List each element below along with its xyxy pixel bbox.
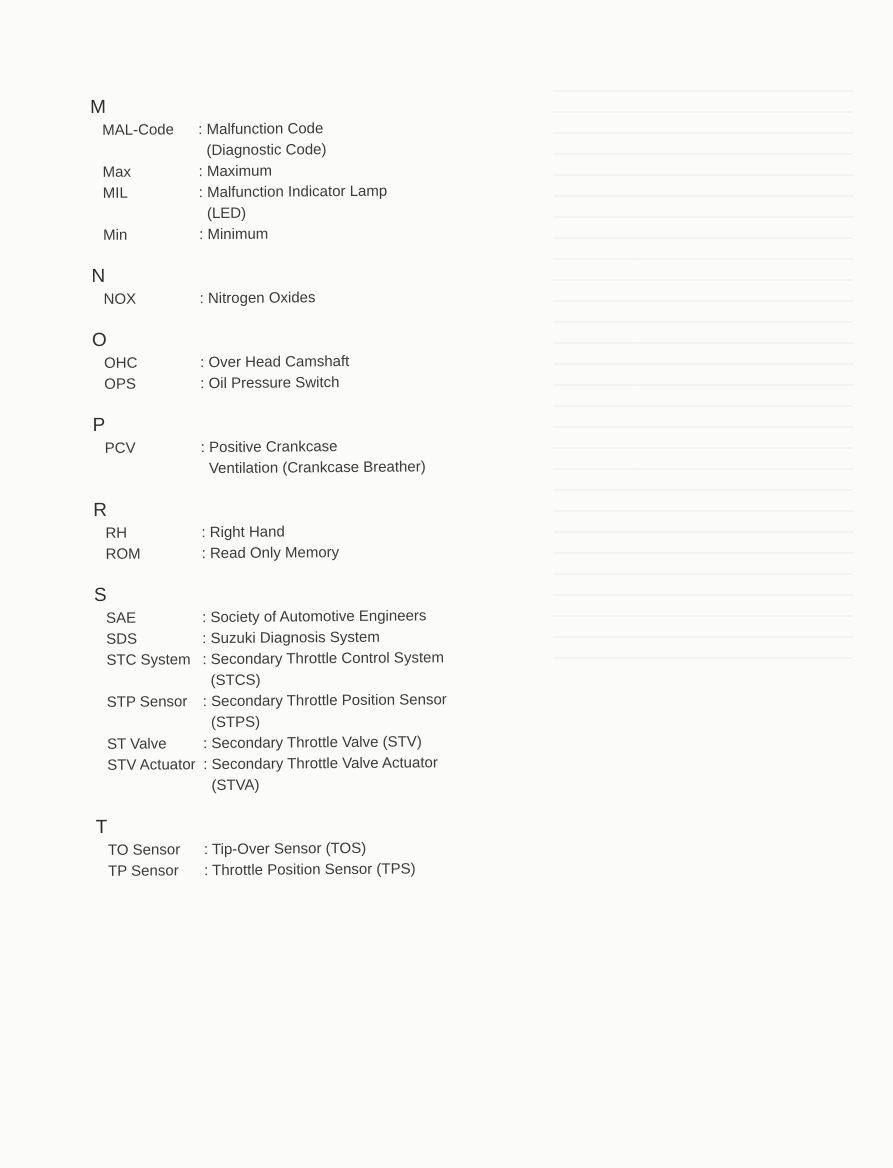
glossary-section-r <box>93 497 513 565</box>
glossary-entry <box>91 222 511 246</box>
section-letter-heading: T <box>95 816 108 838</box>
glossary-entry <box>94 647 514 692</box>
abbreviation-term: TP Sensor <box>108 862 179 880</box>
abbreviation-term: ROM <box>105 545 141 563</box>
definition-line: : Positive Crankcase <box>200 438 338 457</box>
abbreviation-definition <box>201 520 513 543</box>
glossary-entry <box>94 541 514 565</box>
definition-line: : Malfunction Indicator Lamp <box>198 182 388 202</box>
glossary-section-p <box>92 412 512 480</box>
definition-continuation-line: Ventilation (Crankcase Breather) <box>208 458 426 478</box>
abbreviation-term: SAE <box>106 609 137 627</box>
glossary-section-t <box>96 814 516 882</box>
abbreviation-term: STV Actuator <box>107 756 196 774</box>
glossary-entry <box>95 689 515 734</box>
definition-line: : Throttle Position Sensor (TPS) <box>204 860 416 880</box>
definition-continuation-line: (STPS) <box>210 713 261 732</box>
definition-line: : Malfunction Code <box>198 120 324 139</box>
definition-line: : Minimum <box>199 225 269 244</box>
abbreviation-definition <box>199 159 511 182</box>
abbreviation-term: RH <box>105 524 128 542</box>
definition-line: : Secondary Throttle Position Sensor <box>202 691 447 711</box>
abbreviation-term: OHC <box>104 354 138 372</box>
definition-line: : Nitrogen Oxides <box>199 289 316 308</box>
definition-continuation-line: (STVA) <box>211 776 260 795</box>
section-letter-heading: R <box>93 499 108 521</box>
abbreviation-term: SDS <box>106 630 138 648</box>
definition-line: : Secondary Throttle Valve (STV) <box>203 733 422 753</box>
glossary-entry <box>91 180 511 225</box>
glossary-entry <box>90 117 510 162</box>
definition-line: : Society of Automotive Engineers <box>202 607 427 627</box>
section-letter-heading: O <box>91 329 107 351</box>
abbreviation-term: STP Sensor <box>106 693 188 711</box>
abbreviation-definition <box>199 222 511 245</box>
abbreviation-term: STC System <box>106 651 191 669</box>
abbreviation-definition <box>200 286 512 309</box>
abbreviation-definition <box>202 541 514 564</box>
abbreviation-term: TO Sensor <box>107 841 181 859</box>
abbreviation-definition <box>200 371 512 394</box>
glossary-entry <box>96 858 516 882</box>
section-letter-heading: N <box>91 265 106 287</box>
abbreviation-definition <box>199 180 511 224</box>
section-letter-heading: S <box>93 584 107 606</box>
abbreviation-term: ST Valve <box>107 735 167 753</box>
abbreviation-definition <box>203 752 515 796</box>
glossary-entry <box>92 286 512 310</box>
abbreviation-definition <box>203 689 515 733</box>
definition-line: : Secondary Throttle Valve Actuator <box>203 754 438 774</box>
abbreviation-definition <box>203 731 515 754</box>
glossary-entry <box>95 752 515 797</box>
definition-line: : Maximum <box>198 162 272 181</box>
definition-line: : Suzuki Diagnosis System <box>202 628 380 648</box>
glossary-entry <box>93 435 513 480</box>
abbreviation-definition <box>198 117 510 161</box>
abbreviation-term: MIL <box>102 184 128 202</box>
abbreviation-term: MAL-Code <box>102 121 175 139</box>
abbreviation-term: NOX <box>103 290 137 308</box>
glossary-section-n <box>91 263 511 310</box>
definition-line: : Tip-Over Sensor (TOS) <box>203 839 367 859</box>
glossary-section-o <box>92 327 512 395</box>
abbreviation-definition <box>204 837 516 860</box>
abbreviation-term: Min <box>103 226 128 244</box>
abbreviation-definition <box>202 605 514 628</box>
definition-line: : Secondary Throttle Control System <box>202 649 444 669</box>
abbreviation-definition <box>204 858 516 881</box>
section-letter-heading: M <box>90 96 106 118</box>
definition-line: : Right Hand <box>201 523 285 542</box>
bleed-through-texture <box>553 90 853 670</box>
definition-continuation-line: (Diagnostic Code) <box>206 141 327 160</box>
section-letter-heading: P <box>92 414 106 436</box>
abbreviation-definition <box>200 350 512 373</box>
definition-continuation-line: (LED) <box>206 204 247 223</box>
glossary-section-m <box>90 94 511 246</box>
abbreviation-definition <box>201 435 513 479</box>
abbreviation-term: OPS <box>104 375 137 393</box>
abbreviation-term: Max <box>102 163 132 181</box>
glossary-entry <box>92 371 512 395</box>
abbreviation-term: PCV <box>104 439 136 457</box>
definition-line: : Oil Pressure Switch <box>200 374 340 393</box>
abbreviation-glossary <box>90 94 516 902</box>
abbreviation-definition <box>202 647 514 691</box>
definition-line: : Read Only Memory <box>201 544 340 563</box>
definition-line: : Over Head Camshaft <box>200 352 350 372</box>
abbreviation-definition <box>202 626 514 649</box>
definition-continuation-line: (STCS) <box>210 671 261 690</box>
glossary-section-s <box>94 582 516 797</box>
